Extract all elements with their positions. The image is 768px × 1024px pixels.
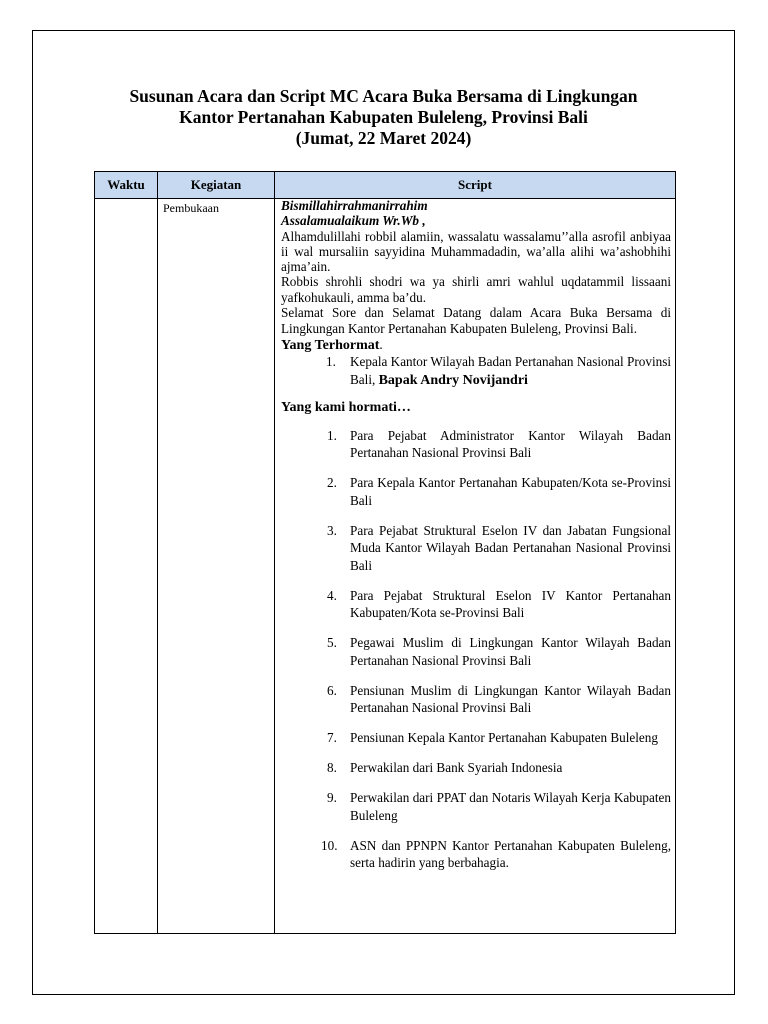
list-item-text: Perwakilan dari Bank Syariah Indonesia xyxy=(350,760,563,776)
basmalah-line: Bismillahirrahmanirrahim xyxy=(281,198,428,213)
list-item-text: Para Kepala Kantor Pertanahan Kabupaten/Kota se-Provinsi Bali xyxy=(350,475,671,508)
list-item-text: Para Pejabat Struktural Eselon IV Kantor Pertanahan Kabupaten/Kota se-Provinsi Bali xyxy=(350,587,671,621)
list-item-number: 4. xyxy=(327,587,337,603)
terhormat-item-name: Bapak Andry Novijandri xyxy=(378,372,528,388)
list-item xyxy=(281,427,671,462)
column-divider-1 xyxy=(157,172,158,933)
list-item xyxy=(281,789,671,824)
list-item-text: Pensiunan Kepala Kantor Pertanahan Kabupaten Buleleng xyxy=(350,730,658,746)
list-item-text: Pensiunan Muslim di Lingkungan Kantor Wilayah Badan Pertanahan Nasional Provinsi Bali xyxy=(350,682,671,716)
list-item xyxy=(281,682,671,717)
welcome-paragraph: Selamat Sore dan Selamat Datang dalam Acara Buka Bersama di Lingkungan Kantor Pertanahan Kabupaten Buleleng, Provinsi Bali. xyxy=(281,305,671,337)
header-waktu: Waktu xyxy=(107,177,145,192)
list-item xyxy=(281,634,671,669)
terhormat-dot: . xyxy=(379,337,383,353)
list-item-number: 3. xyxy=(327,522,337,538)
terhormat-label: Yang Terhormat xyxy=(281,338,380,354)
list-item-number: 2. xyxy=(327,475,337,491)
agenda-table xyxy=(94,171,676,934)
terhormat-item-text: Kepala Kantor Wilayah Badan Pertanahan Nasional Provinsi Bali, xyxy=(350,354,671,387)
title-line-2: Kantor Pertanahan Kabupaten Buleleng, Provinsi Bali xyxy=(179,107,588,127)
hormati-heading: Yang kami hormati… xyxy=(281,400,411,416)
list-item-number: 1. xyxy=(327,427,337,443)
opening-paragraph-1: Alhamdulillahi robbil alamiin, wassalatu wassalamu’’alla asrofil anbiyaa ii wal mursaliin sayyidina Muhammadadin, wa’alla alihi wa’ashobhihi ajma’ain. xyxy=(281,228,671,275)
title-date: (Jumat, 22 Maret 2024) xyxy=(295,128,472,148)
list-item xyxy=(281,729,671,747)
list-item xyxy=(281,522,671,575)
list-item-number: 7. xyxy=(327,730,337,746)
list-item xyxy=(281,837,671,872)
list-item-number: 5. xyxy=(327,635,337,651)
column-divider-2 xyxy=(274,172,275,933)
header-kegiatan: Kegiatan xyxy=(190,177,242,192)
list-item xyxy=(281,587,671,622)
list-item-text: ASN dan PPNPN Kantor Pertanahan Kabupaten Buleleng, serta hadirin yang berbahagia. xyxy=(350,837,671,871)
document-title xyxy=(32,86,735,149)
terhormat-item-number: 1. xyxy=(326,354,336,370)
list-item-number: 6. xyxy=(327,682,337,698)
terhormat-heading xyxy=(281,337,671,353)
opening-paragraph-2: Robbis shrohli shodri wa ya shirli amri wahlul uqdatammil lissaani yafkohukauli, amma ba’du. xyxy=(281,274,671,305)
list-item xyxy=(281,759,671,777)
cell-kegiatan: Pembukaan xyxy=(163,201,219,215)
title-line-1: Susunan Acara dan Script MC Acara Buka Bersama di Lingkungan xyxy=(129,86,638,106)
list-item-number: 9. xyxy=(327,790,337,806)
header-script: Script xyxy=(458,177,492,192)
honoree-list xyxy=(281,427,671,872)
list-item-text: Pegawai Muslim di Lingkungan Kantor Wilayah Badan Pertanahan Nasional Provinsi Bali xyxy=(350,635,671,668)
cell-script xyxy=(281,198,671,884)
list-item xyxy=(281,474,671,509)
salam-line: Assalamualaikum Wr.Wb , xyxy=(281,213,426,229)
list-item-text: Perwakilan dari PPAT dan Notaris Wilayah Kerja Kabupaten Buleleng xyxy=(350,790,671,823)
list-item-text: Para Pejabat Struktural Eselon IV dan Jabatan Fungsional Muda Kantor Wilayah Badan Pertanahan Nasional Provinsi Bali xyxy=(350,522,671,573)
table-header-row xyxy=(95,172,675,199)
list-item-number: 8. xyxy=(327,760,337,776)
list-item-number: 10. xyxy=(321,837,338,853)
list-item-text: Para Pejabat Administrator Kantor Wilayah Badan Pertanahan Nasional Provinsi Bali xyxy=(350,427,671,461)
terhormat-item xyxy=(281,353,671,389)
